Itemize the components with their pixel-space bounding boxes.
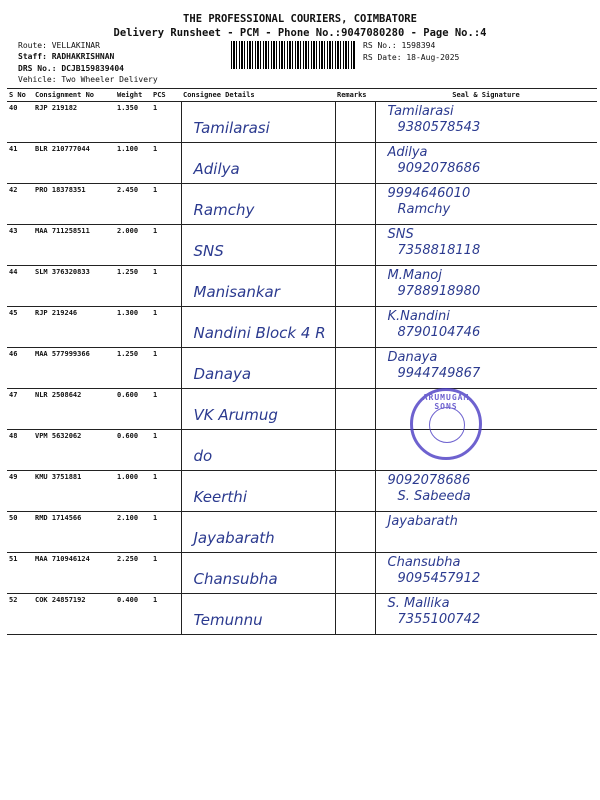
vehicle-value: Two Wheeler Delivery bbox=[61, 75, 158, 84]
row-remarks bbox=[335, 143, 375, 184]
row-remarks bbox=[335, 594, 375, 635]
rs-no-value: 1598394 bbox=[401, 41, 436, 50]
row-weight: 2.450 bbox=[115, 184, 151, 225]
table-row bbox=[7, 184, 597, 225]
row-weight: 0.400 bbox=[115, 594, 151, 635]
drs-value: DCJB159839404 bbox=[61, 64, 124, 73]
row-pcs: 1 bbox=[151, 307, 181, 348]
table-row bbox=[7, 307, 597, 348]
consignee-handwritten-name: Jayabarath bbox=[193, 529, 275, 547]
signature-line-1: M.Manoj bbox=[387, 268, 442, 283]
signature-line-1: Adilya bbox=[387, 145, 428, 160]
row-sno: 44 bbox=[7, 266, 33, 307]
signature-line-2: Ramchy bbox=[397, 202, 451, 217]
row-weight: 0.600 bbox=[115, 389, 151, 430]
drs-line: DRS No.: DCJB159839404 bbox=[18, 64, 124, 73]
row-remarks bbox=[335, 471, 375, 512]
row-weight: 1.100 bbox=[115, 143, 151, 184]
row-weight: 2.100 bbox=[115, 512, 151, 553]
row-consignee bbox=[181, 389, 335, 430]
route-line: Route: VELLAKINAR bbox=[18, 41, 100, 50]
row-consignment-no: RJP 219246 bbox=[33, 307, 115, 348]
row-consignment-no: MAA 711258511 bbox=[33, 225, 115, 266]
row-consignee bbox=[181, 348, 335, 389]
row-signature bbox=[375, 389, 597, 430]
barcode-image bbox=[231, 41, 356, 69]
row-consignee bbox=[181, 594, 335, 635]
col-pcs: PCS bbox=[151, 89, 181, 102]
row-weight: 0.600 bbox=[115, 430, 151, 471]
row-remarks bbox=[335, 389, 375, 430]
signature-line-2: S. Sabeeda bbox=[397, 489, 471, 504]
row-consignment-no: MAA 710946124 bbox=[33, 553, 115, 594]
row-remarks bbox=[335, 102, 375, 143]
row-signature bbox=[375, 471, 597, 512]
rs-date-line: RS Date: 18-Aug-2025 bbox=[363, 53, 460, 62]
row-consignment-no: RJP 219182 bbox=[33, 102, 115, 143]
row-signature bbox=[375, 594, 597, 635]
col-remarks: Remarks bbox=[335, 89, 375, 102]
row-consignment-no: COK 24857192 bbox=[33, 594, 115, 635]
row-sno: 42 bbox=[7, 184, 33, 225]
table-row bbox=[7, 102, 597, 143]
consignee-handwritten-name: Keerthi bbox=[193, 488, 247, 506]
table-row bbox=[7, 389, 597, 430]
signature-line-2: 7355100742 bbox=[397, 612, 481, 627]
col-consignee: Consignee Details bbox=[181, 89, 335, 102]
row-remarks bbox=[335, 512, 375, 553]
row-sno: 51 bbox=[7, 553, 33, 594]
row-consignment-no: SLM 376320833 bbox=[33, 266, 115, 307]
row-remarks bbox=[335, 307, 375, 348]
runsheet-subtitle: Delivery Runsheet - PCM - Phone No.:9047080280 - Page No.:4 bbox=[113, 27, 487, 39]
row-signature bbox=[375, 143, 597, 184]
row-signature bbox=[375, 102, 597, 143]
table-row bbox=[7, 594, 597, 635]
row-consignment-no: VPM 5632062 bbox=[33, 430, 115, 471]
table-row bbox=[7, 553, 597, 594]
signature-line-2: 9092078686 bbox=[397, 161, 481, 176]
staff-value: RADHAKRISHNAN bbox=[51, 52, 115, 61]
row-sno: 41 bbox=[7, 143, 33, 184]
row-signature bbox=[375, 430, 597, 471]
signature-line-1: Danaya bbox=[387, 350, 438, 365]
row-signature bbox=[375, 184, 597, 225]
row-sno: 46 bbox=[7, 348, 33, 389]
row-remarks bbox=[335, 430, 375, 471]
row-weight: 2.000 bbox=[115, 225, 151, 266]
row-remarks bbox=[335, 348, 375, 389]
col-sno: S No bbox=[7, 89, 33, 102]
row-weight: 1.000 bbox=[115, 471, 151, 512]
table-header bbox=[7, 89, 597, 102]
row-signature bbox=[375, 348, 597, 389]
consignee-handwritten-name: do bbox=[193, 447, 213, 465]
row-signature bbox=[375, 225, 597, 266]
signature-line-1: SNS bbox=[387, 227, 414, 242]
row-sno: 50 bbox=[7, 512, 33, 553]
consignee-handwritten-name: SNS bbox=[193, 242, 224, 260]
signature-line-1: 9994646010 bbox=[387, 186, 471, 201]
vehicle-line: Vehicle: Two Wheeler Delivery bbox=[18, 75, 158, 84]
signature-line-2: 7358818118 bbox=[397, 243, 481, 258]
table-row bbox=[7, 348, 597, 389]
col-consignment: Consignment No bbox=[33, 89, 115, 102]
row-pcs: 1 bbox=[151, 143, 181, 184]
consignee-handwritten-name: Tamilarasi bbox=[193, 119, 270, 137]
row-sno: 52 bbox=[7, 594, 33, 635]
row-signature bbox=[375, 512, 597, 553]
signature-line-2: 9380578543 bbox=[397, 120, 481, 135]
row-remarks bbox=[335, 184, 375, 225]
row-pcs: 1 bbox=[151, 512, 181, 553]
row-pcs: 1 bbox=[151, 348, 181, 389]
row-sno: 48 bbox=[7, 430, 33, 471]
seal-stamp: ARUMUGAM SONS bbox=[410, 388, 482, 460]
consignee-handwritten-name: Adilya bbox=[193, 160, 240, 178]
row-consignee bbox=[181, 512, 335, 553]
row-consignment-no: NLR 2508642 bbox=[33, 389, 115, 430]
row-pcs: 1 bbox=[151, 184, 181, 225]
row-consignee bbox=[181, 266, 335, 307]
col-signature: Seal & Signature bbox=[375, 89, 597, 102]
row-pcs: 1 bbox=[151, 594, 181, 635]
row-consignee bbox=[181, 143, 335, 184]
table-row bbox=[7, 430, 597, 471]
row-sno: 49 bbox=[7, 471, 33, 512]
row-sno: 47 bbox=[7, 389, 33, 430]
row-consignment-no: RMD 1714566 bbox=[33, 512, 115, 553]
runsheet-table bbox=[7, 88, 597, 635]
row-sno: 43 bbox=[7, 225, 33, 266]
row-signature bbox=[375, 553, 597, 594]
signature-line-2: 9095457912 bbox=[397, 571, 481, 586]
row-weight: 2.250 bbox=[115, 553, 151, 594]
staff-line: Staff: RADHAKRISHNAN bbox=[18, 52, 115, 61]
row-pcs: 1 bbox=[151, 553, 181, 594]
row-weight: 1.350 bbox=[115, 102, 151, 143]
table-row bbox=[7, 225, 597, 266]
rs-no-line: RS No.: 1598394 bbox=[363, 41, 436, 50]
row-consignment-no: MAA 577999366 bbox=[33, 348, 115, 389]
table-row bbox=[7, 266, 597, 307]
row-remarks bbox=[335, 225, 375, 266]
consignee-handwritten-name: Nandini Block 4 R bbox=[193, 324, 326, 342]
rs-date-value: 18-Aug-2025 bbox=[406, 53, 460, 62]
row-weight: 1.250 bbox=[115, 348, 151, 389]
row-signature bbox=[375, 266, 597, 307]
consignee-handwritten-name: Temunnu bbox=[193, 611, 263, 629]
route-value: VELLAKINAR bbox=[51, 41, 100, 50]
row-remarks bbox=[335, 553, 375, 594]
row-consignee bbox=[181, 553, 335, 594]
row-consignee bbox=[181, 102, 335, 143]
row-pcs: 1 bbox=[151, 225, 181, 266]
signature-line-1: K.Nandini bbox=[387, 309, 450, 324]
row-consignee bbox=[181, 307, 335, 348]
row-sno: 40 bbox=[7, 102, 33, 143]
consignee-handwritten-name: Ramchy bbox=[193, 201, 255, 219]
consignee-handwritten-name: Manisankar bbox=[193, 283, 280, 301]
company-title: THE PROFESSIONAL COURIERS, COIMBATORE bbox=[183, 13, 417, 25]
signature-line-2: 9944749867 bbox=[397, 366, 481, 381]
row-pcs: 1 bbox=[151, 430, 181, 471]
row-sno: 45 bbox=[7, 307, 33, 348]
table-row bbox=[7, 143, 597, 184]
row-consignee bbox=[181, 184, 335, 225]
table-row bbox=[7, 471, 597, 512]
row-weight: 1.250 bbox=[115, 266, 151, 307]
row-pcs: 1 bbox=[151, 266, 181, 307]
row-signature bbox=[375, 307, 597, 348]
row-remarks bbox=[335, 266, 375, 307]
row-consignment-no: PRO 18378351 bbox=[33, 184, 115, 225]
consignee-handwritten-name: VK Arumug bbox=[193, 406, 278, 424]
row-pcs: 1 bbox=[151, 471, 181, 512]
row-consignee bbox=[181, 430, 335, 471]
signature-line-1: Jayabarath bbox=[387, 514, 458, 529]
signature-line-2: 9788918980 bbox=[397, 284, 481, 299]
consignee-handwritten-name: Chansubha bbox=[193, 570, 278, 588]
row-consignment-no: BLR 210777044 bbox=[33, 143, 115, 184]
signature-line-1: Chansubha bbox=[387, 555, 461, 570]
col-weight: Weight bbox=[115, 89, 151, 102]
consignee-handwritten-name: Danaya bbox=[193, 365, 252, 383]
row-pcs: 1 bbox=[151, 389, 181, 430]
signature-line-1: 9092078686 bbox=[387, 473, 471, 488]
table-row bbox=[7, 512, 597, 553]
row-consignment-no: KMU 3751881 bbox=[33, 471, 115, 512]
row-pcs: 1 bbox=[151, 102, 181, 143]
row-weight: 1.300 bbox=[115, 307, 151, 348]
signature-line-2: 8790104746 bbox=[397, 325, 481, 340]
signature-line-1: Tamilarasi bbox=[387, 104, 454, 119]
row-consignee bbox=[181, 225, 335, 266]
row-consignee bbox=[181, 471, 335, 512]
signature-line-1: S. Mallika bbox=[387, 596, 450, 611]
